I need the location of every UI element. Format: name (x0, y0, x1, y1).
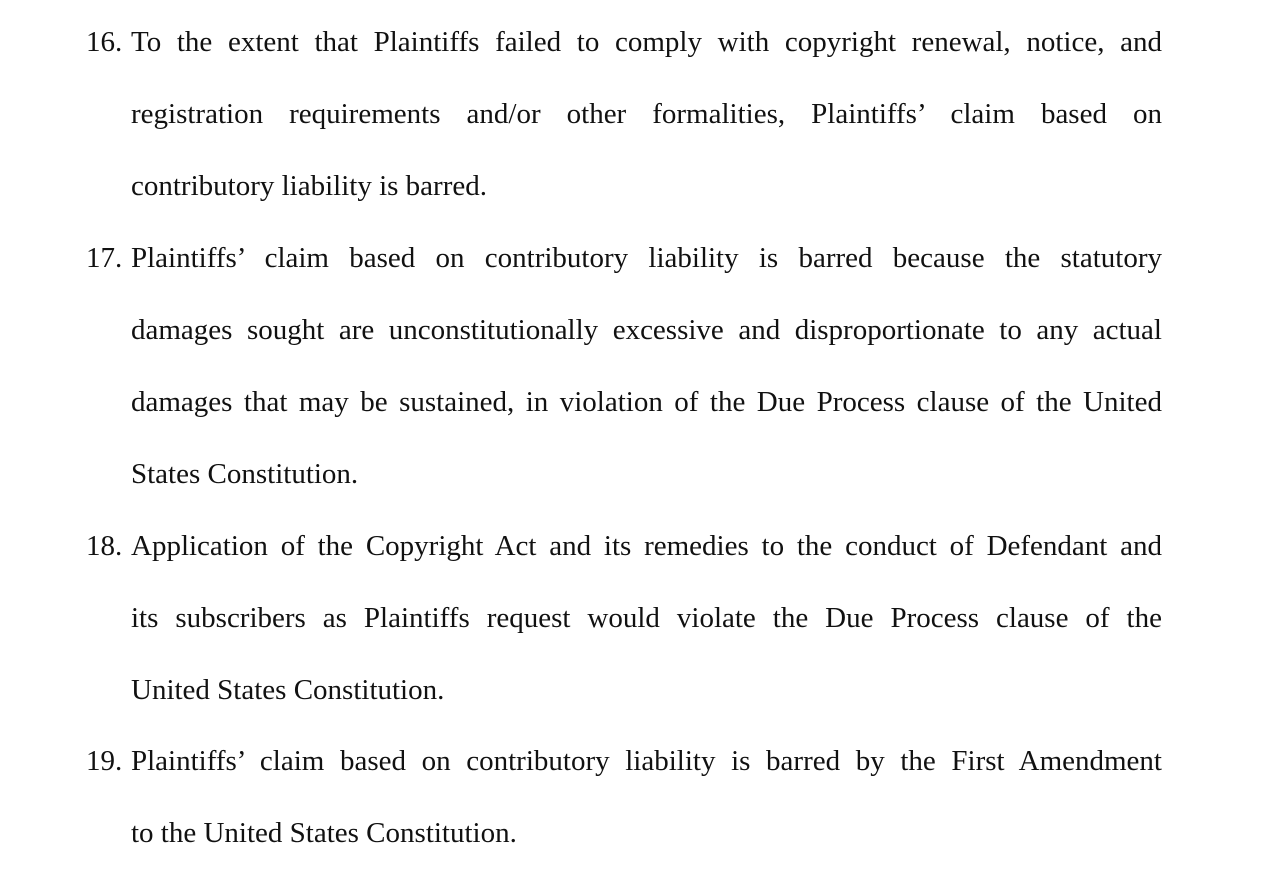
paragraph-line: damages that may be sustained, in violation of the Due Process clause of the United (131, 386, 1162, 418)
paragraph-line: United States Constitution. (131, 674, 445, 706)
paragraph-number: 16. (86, 26, 123, 58)
paragraph-number: 17. (86, 242, 123, 274)
paragraph-line: its subscribers as Plaintiffs request would violate the Due Process clause of the (131, 602, 1162, 634)
paragraph-line: registration requirements and/or other formalities, Plaintiffs’ claim based on (131, 98, 1162, 130)
paragraph-line: To the extent that Plaintiffs failed to comply with copyright renewal, notice, and (131, 26, 1162, 58)
paragraph-line: Plaintiffs’ claim based on contributory liability is barred because the statutory (131, 242, 1162, 274)
paragraph-line: States Constitution. (131, 458, 359, 490)
paragraph-number: 19. (86, 745, 123, 777)
paragraph-line: contributory liability is barred. (131, 170, 487, 202)
paragraph-line: to the United States Constitution. (131, 817, 517, 849)
paragraph-number: 18. (86, 530, 123, 562)
paragraph-line: Plaintiffs’ claim based on contributory liability is barred by the First Amendment (131, 745, 1162, 777)
paragraph-line: Application of the Copyright Act and its remedies to the conduct of Defendant and (131, 530, 1162, 562)
paragraph-line: damages sought are unconstitutionally excessive and disproportionate to any actual (131, 314, 1162, 346)
